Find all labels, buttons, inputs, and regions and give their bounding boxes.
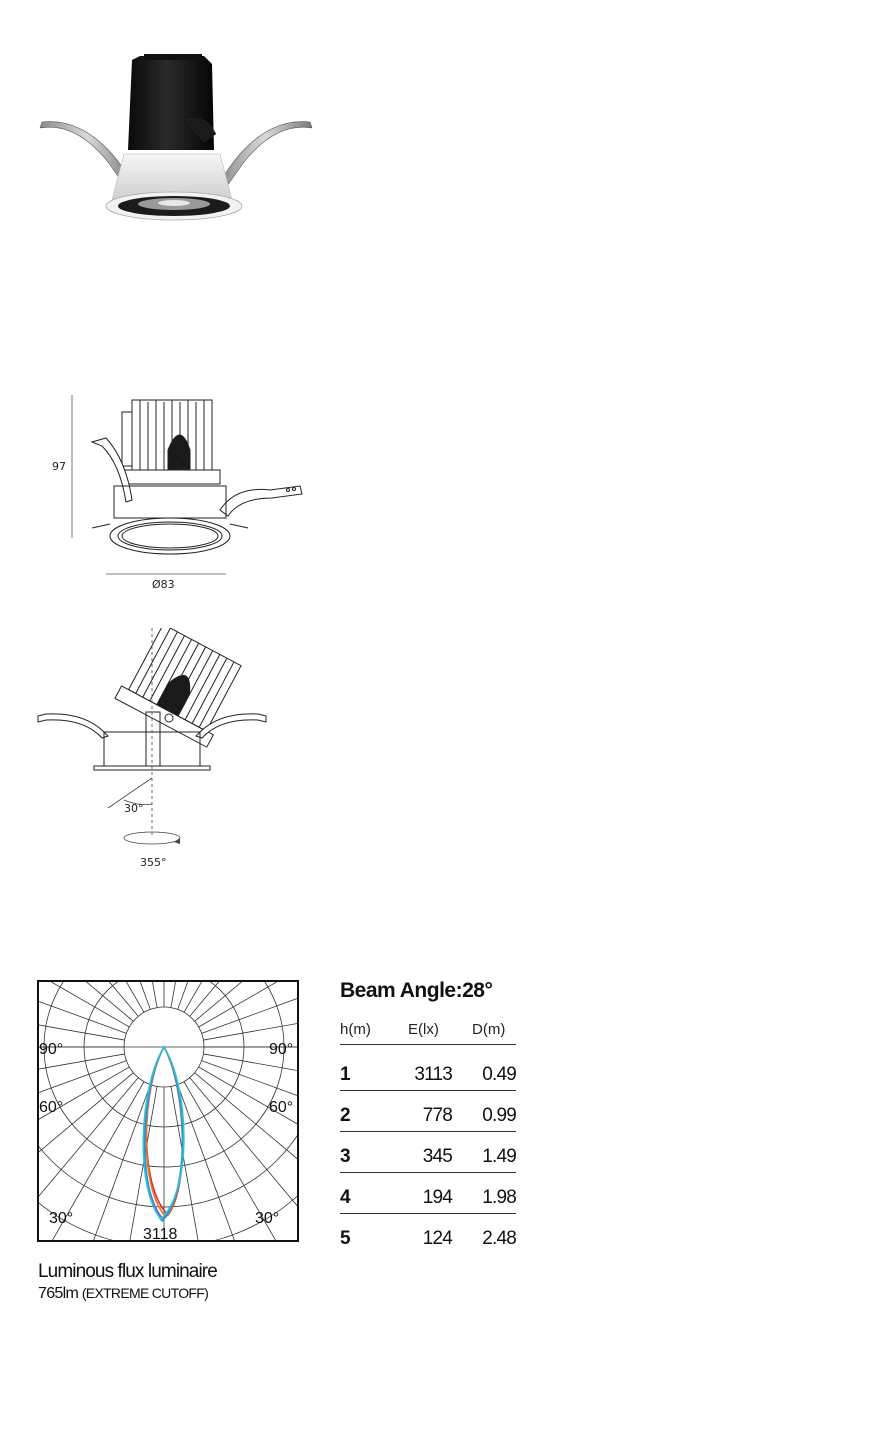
grid-spoke <box>195 980 299 1021</box>
grid-spoke <box>199 1067 299 1242</box>
row-diameter: 2.48 <box>482 1228 516 1249</box>
grid-spoke <box>190 980 299 1016</box>
header-illuminance: E(lx) <box>408 1021 439 1038</box>
table-row <box>340 1101 516 1132</box>
label-peak: 3118 <box>143 1226 178 1242</box>
row-diameter: 1.49 <box>482 1146 516 1167</box>
beam-angle-title: Beam Angle:28° <box>340 979 493 1002</box>
tilt-drawing <box>34 628 274 878</box>
flux-note: (EXTREME CUTOFF) <box>81 1285 209 1301</box>
grid-spoke <box>37 980 138 1016</box>
grid-spoke <box>203 980 299 1040</box>
grid-spoke <box>37 980 126 1033</box>
product-photo <box>36 50 316 230</box>
row-height: 5 <box>340 1228 350 1249</box>
luminous-flux-value <box>38 1285 208 1303</box>
label-left-90: 90° <box>39 1041 64 1058</box>
table-row <box>340 1183 516 1214</box>
row-height: 1 <box>340 1064 350 1085</box>
luminous-flux-label: Luminous flux luminaire <box>38 1261 217 1282</box>
flux-lumens: 765lm <box>38 1285 79 1302</box>
row-illuminance: 3113 <box>414 1064 452 1085</box>
label-right-90: 90° <box>269 1041 294 1058</box>
row-height: 2 <box>340 1105 350 1126</box>
header-divider <box>340 1044 516 1045</box>
row-illuminance: 778 <box>422 1105 452 1126</box>
header-height: h(m) <box>340 1021 371 1038</box>
grid-spoke <box>37 1061 126 1184</box>
header-diameter: D(m) <box>472 1021 506 1038</box>
row-height: 4 <box>340 1187 350 1208</box>
grid-ring <box>37 980 299 1207</box>
polar-chart <box>37 980 299 1242</box>
row-illuminance: 345 <box>422 1146 452 1167</box>
row-illuminance: 194 <box>422 1187 452 1208</box>
dimension-drawing <box>40 390 310 600</box>
grid-spoke <box>184 980 299 1012</box>
rotation-angle: 355° <box>140 856 167 869</box>
label-left-30: 30° <box>49 1210 74 1227</box>
grid-spoke <box>37 980 129 1027</box>
table-row <box>340 1224 516 1254</box>
grid-spoke <box>37 980 150 1009</box>
tilt-angle: 30° <box>124 802 144 815</box>
table-row <box>340 1142 516 1173</box>
diameter-dimension: Ø83 <box>152 578 175 591</box>
grid-ring <box>37 980 299 1242</box>
row-illuminance: 124 <box>422 1228 452 1249</box>
grid-ring <box>37 980 299 1242</box>
row-height: 3 <box>340 1146 350 1167</box>
row-diameter: 1.98 <box>482 1187 516 1208</box>
label-right-60: 60° <box>269 1099 294 1116</box>
grid-ring <box>37 980 299 1242</box>
height-dimension: 97 <box>52 460 66 473</box>
label-right-30: 30° <box>255 1210 280 1227</box>
grid-spoke <box>37 980 133 1021</box>
label-left-60: 60° <box>39 1099 64 1116</box>
row-diameter: 0.49 <box>482 1064 516 1085</box>
grid-spoke <box>202 1061 299 1184</box>
table-row <box>340 1060 516 1091</box>
row-diameter: 0.99 <box>482 1105 516 1126</box>
grid-spoke <box>202 980 299 1033</box>
